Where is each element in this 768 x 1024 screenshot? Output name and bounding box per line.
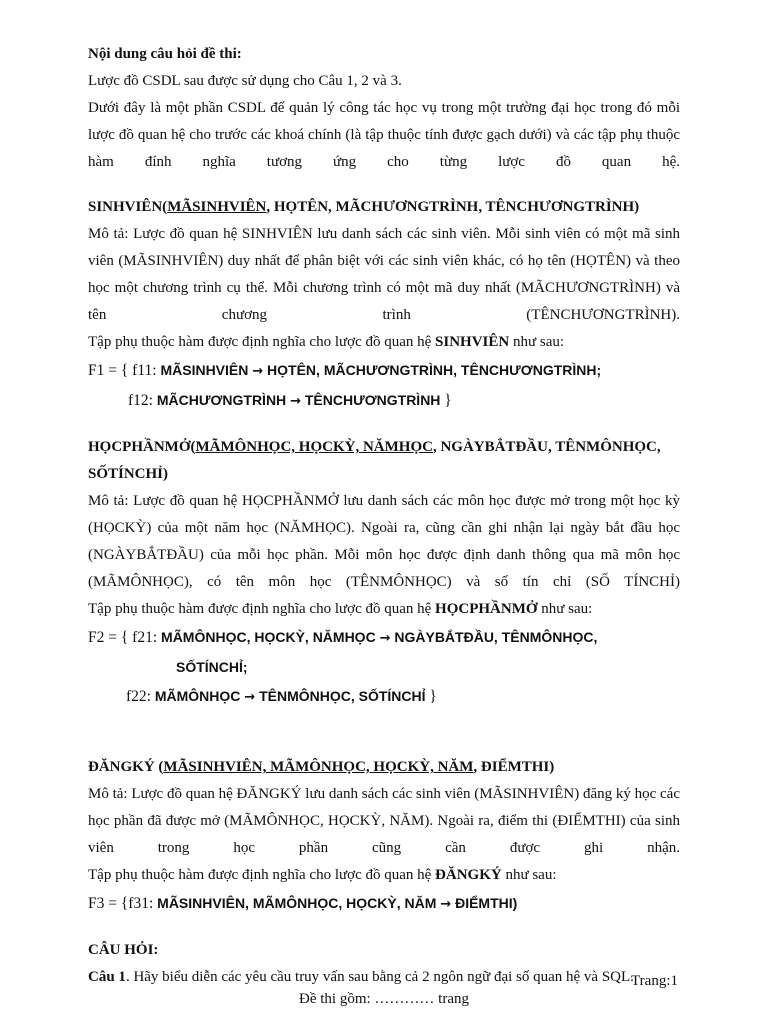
arrow-icon: → [244, 690, 256, 705]
sinhvien-description: Mô tả: Lược đồ quan hệ SINHVIÊN lưu danh sách các sinh viên. Mỗi sinh viên có một mã sinh viên (MÃSINHVIÊN) duy nhất để phân biệt với các sinh viên khác, có họ tên (HỌTÊN) và theo học một chương trình cụ thể. Mỗi chương trình có một mã duy nhất (MÃCHƯƠNGTRÌNH) và tên chương trình (TÊNCHƯƠNGTRÌNH). [88, 226, 680, 323]
schema-sinhvien: SINHVIÊN(MÃSINHVIÊN, HỌTÊN, MÃCHƯƠNGTRÌNH, TÊNCHƯƠNGTRÌNH) [88, 199, 640, 215]
primary-key: MÃSINHVIÊN, MÃMÔNHỌC, HỌCKỲ, NĂM [163, 759, 474, 775]
fd-f21-cont: SỐTÍNCHỈ; [176, 659, 248, 675]
intro-paragraph: Dưới đây là một phần CSDL để quản lý công tác học vụ trong một trường đại học trong đó mỗi lược đồ quan hệ cho trước các khoá chính (là tập thuộc tính được gạch dưới) và các tập phụ thuộc hàm đính nghĩa tương ứng cho từng lược đồ quan hệ. [88, 100, 680, 170]
questions-heading: CÂU HỎI: [88, 942, 159, 958]
fd-f11: F1 = { f11: MÃSINHVIÊN → HỌTÊN, MÃCHƯƠNGTRÌNH, TÊNCHƯƠNGTRÌNH; [88, 362, 602, 379]
schema-hocphanmo-cont: SỐTÍNCHỈ) [88, 466, 169, 482]
content-title: Nội dung câu hỏi đề thi: [88, 46, 242, 62]
hocphanmo-description: Mô tả: Lược đồ quan hệ HỌCPHẦNMỞ lưu danh sách các môn học được mở trong một học kỳ (HỌCKỲ) của một năm học (NĂMHỌC). Ngoài ra, cũng cần ghi nhận lại ngày bắt đầu học (NGÀYBẮTĐẦU) của mỗi học phần. Mỗi môn học được định danh thông qua mã môn học (MÃMÔNHỌC), có tên môn học (TÊNMÔNHỌC) và số tín chỉ (SỐ TÍNCHỈ) [88, 493, 680, 590]
fd-f12: f12: MÃCHƯƠNGTRÌNH → TÊNCHƯƠNGTRÌNH } [128, 392, 452, 409]
arrow-icon: → [290, 394, 301, 409]
dangky-description: Mô tả: Lược đồ quan hệ ĐĂNGKÝ lưu danh sách các sinh viên (MÃSINHVIÊN) đăng ký học các học phần đã được mở (MÃMÔNHỌC, HỌCKỲ, NĂM). Ngoài ra, điểm thi (ĐIỂMTHI) của sinh viên trong học phần cũng cần được ghi nhận. [88, 786, 680, 856]
primary-key: MÃMÔNHỌC, HỌCKỲ, NĂMHỌC [195, 439, 433, 455]
primary-key: MÃSINHVIÊN [167, 199, 267, 215]
schema-hocphanmo: HỌCPHẦNMỞ(MÃMÔNHỌC, HỌCKỲ, NĂMHỌC, NGÀYBẮTĐẦU, TÊNMÔNHỌC, [88, 439, 661, 455]
document-body [88, 41, 680, 991]
fd-f22: f22: MÃMÔNHỌC → TÊNMÔNHỌC, SỐTÍNCHỈ } [126, 688, 437, 705]
question-1: Câu 1. Hãy biểu diễn các yêu cầu truy vấn sau bằng cả 2 ngôn ngữ đại số quan hệ và SQL. [88, 969, 634, 985]
fd-f21: F2 = { f21: MÃMÔNHỌC, HỌCKỲ, NĂMHỌC → NGÀYBẮTĐẦU, TÊNMÔNHỌC, [88, 629, 598, 646]
page-footer: Đề thi gồm: ………… trang [299, 991, 469, 1007]
arrow-icon: → [252, 364, 264, 379]
arrow-icon: → [379, 631, 391, 646]
dangky-fd-intro: Tập phụ thuộc hàm được định nghĩa cho lược đồ quan hệ ĐĂNGKÝ như sau: [88, 867, 557, 883]
fd-f31: F3 = {f31: MÃSINHVIÊN, MÃMÔNHỌC, HỌCKỲ, NĂM → ĐIỂMTHI) [88, 895, 518, 912]
arrow-icon: → [440, 897, 452, 912]
intro-line: Lược đồ CSDL sau được sử dụng cho Câu 1, 2 và 3. [88, 73, 402, 89]
page-number: Trang:1 [631, 973, 678, 989]
hocphanmo-fd-intro: Tập phụ thuộc hàm được định nghĩa cho lược đồ quan hệ HỌCPHẦNMỞ như sau: [88, 601, 593, 617]
schema-dangky: ĐĂNGKÝ (MÃSINHVIÊN, MÃMÔNHỌC, HỌCKỲ, NĂM, ĐIỂMTHI) [88, 759, 555, 775]
sinhvien-fd-intro: Tập phụ thuộc hàm được định nghĩa cho lược đồ quan hệ SINHVIÊN như sau: [88, 334, 565, 350]
